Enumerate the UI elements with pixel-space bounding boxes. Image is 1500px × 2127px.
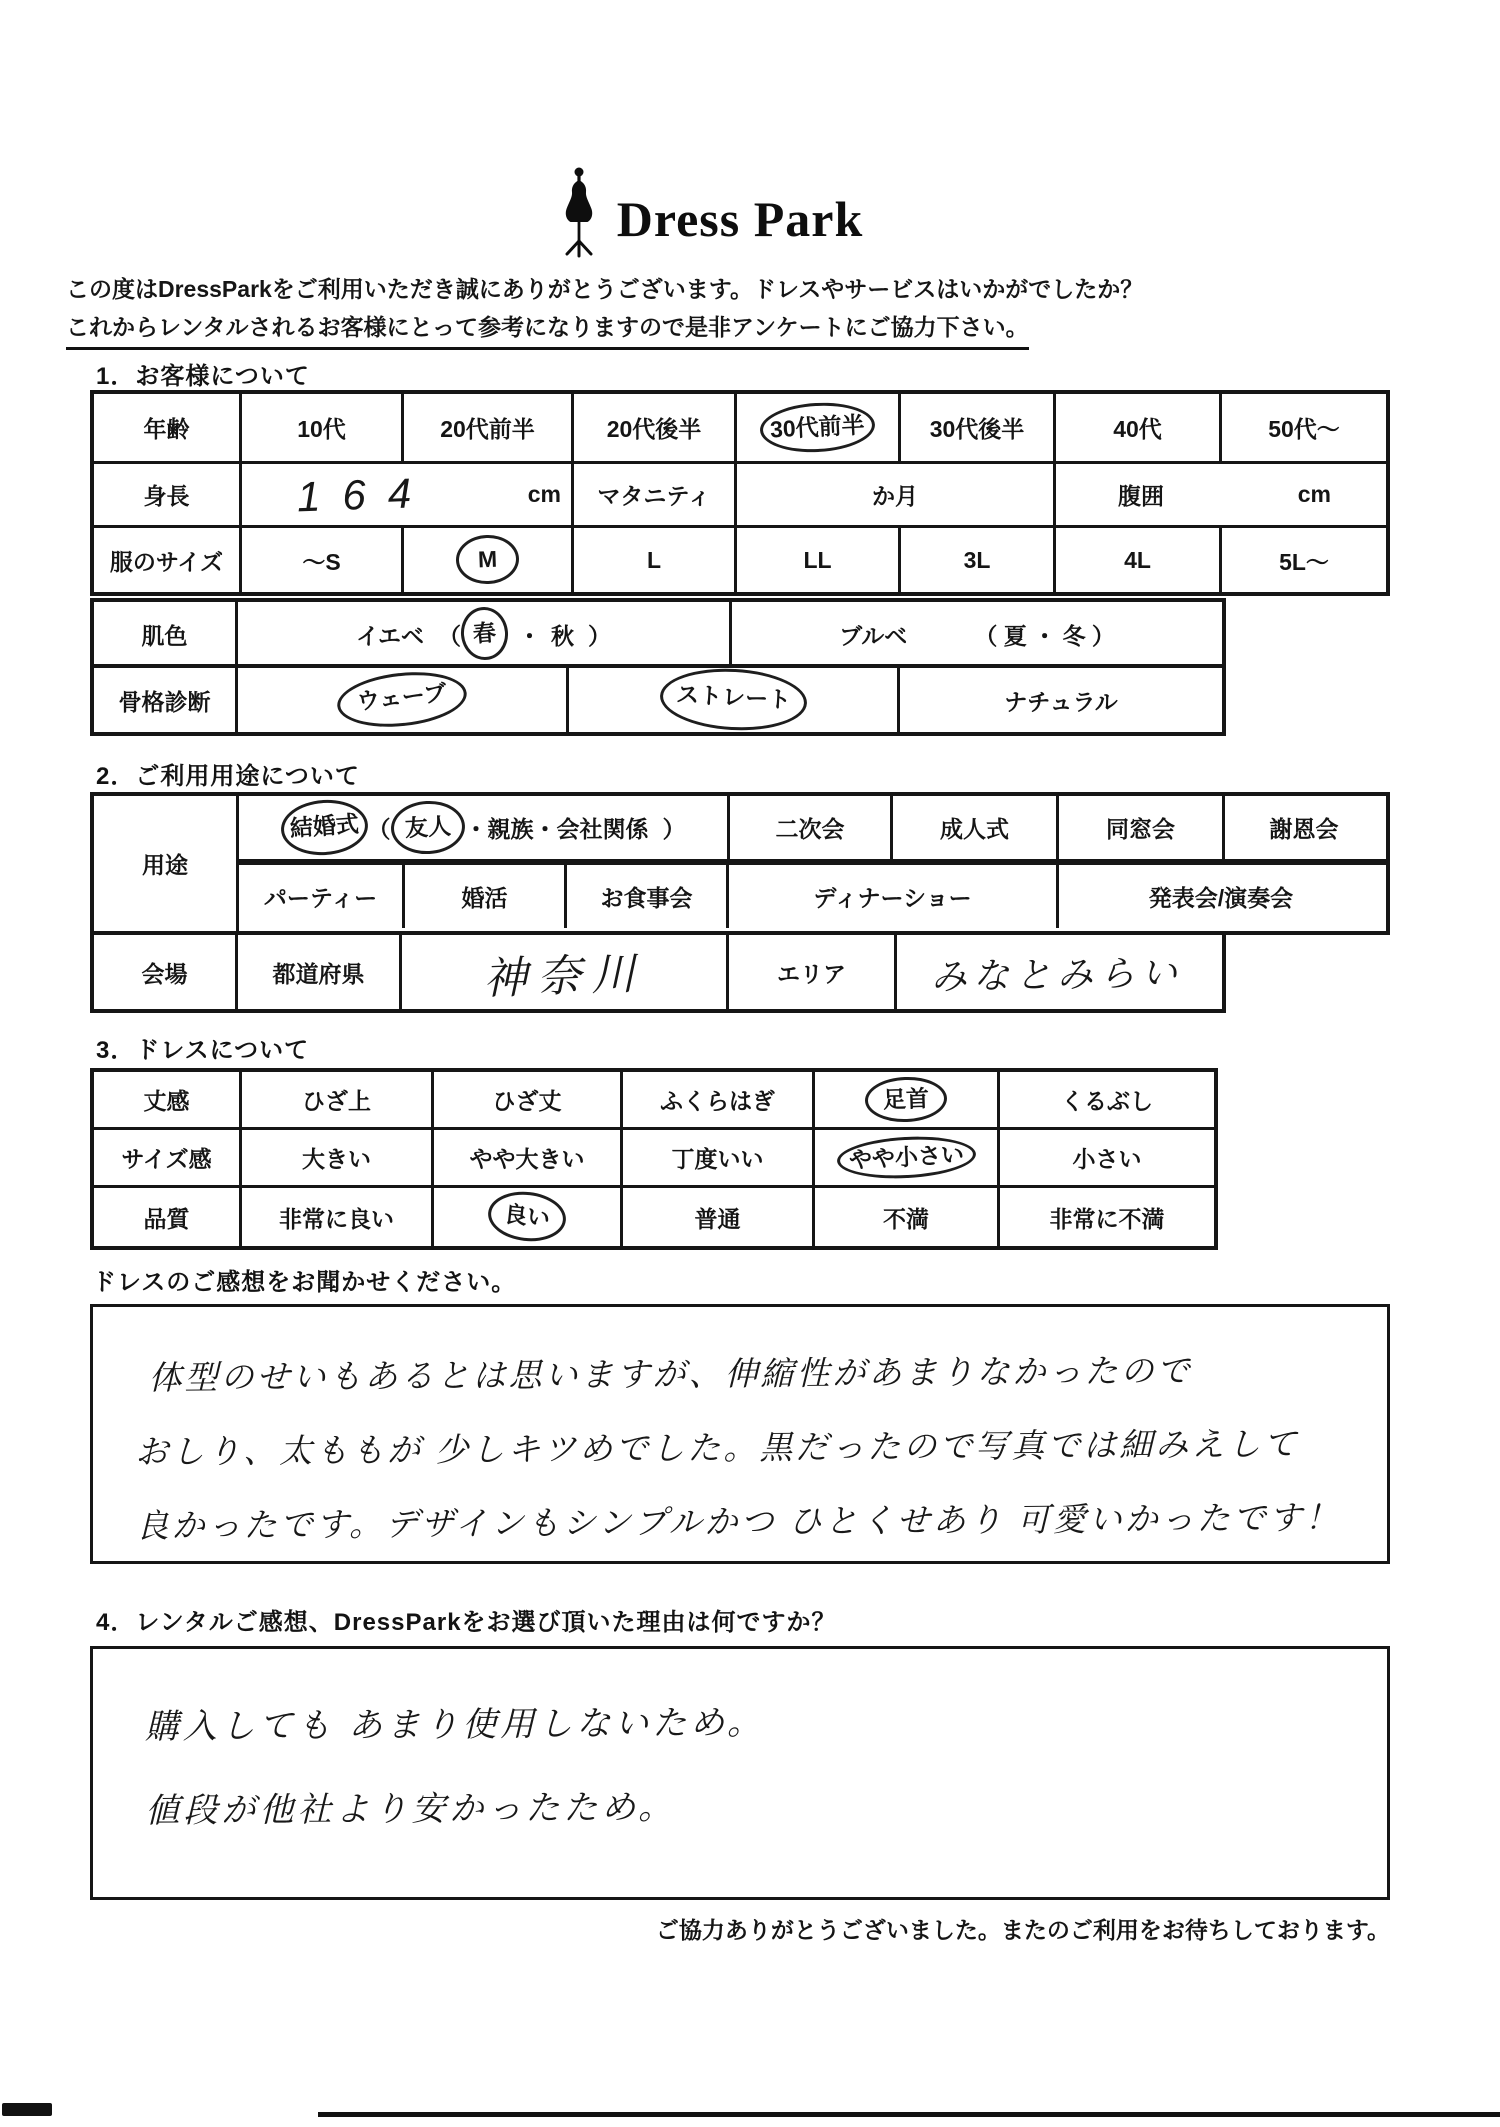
- size-row: [94, 528, 1386, 592]
- height-value-cell: [239, 464, 571, 525]
- size-option-cell: 5L～: [1219, 528, 1386, 592]
- fit-option-cell: 大きい: [239, 1130, 431, 1185]
- option-separator: ・: [518, 622, 542, 649]
- age-option-cell: 10代: [239, 394, 401, 461]
- frame-option-selected: ウェーブ: [355, 679, 448, 715]
- months-cell: か月: [734, 464, 1053, 525]
- feedback-line: 良かったです。デザインもシンプルかつ ひとくせあり 可愛いかったです！: [135, 1498, 1341, 1545]
- frame-option-selected: ストレート: [675, 681, 792, 714]
- height-handwritten-value: 164: [296, 468, 434, 520]
- size-option-cell: ～S: [239, 528, 401, 592]
- skin-row: [94, 602, 1222, 666]
- selection-circle: [658, 666, 808, 735]
- quality-label-cell: 品質: [143, 1205, 190, 1232]
- prefecture-handwritten-value: 神奈川: [482, 949, 646, 1004]
- usage-purpose-table: [90, 792, 1390, 935]
- frame-row: [94, 668, 1222, 732]
- prefecture-value-cell: [399, 935, 726, 1009]
- length-option-cell: [812, 1072, 997, 1127]
- selection-circle: [864, 1075, 948, 1123]
- frame-label-cell: 骨格診断: [118, 688, 211, 715]
- purpose-option-cell: パーティー: [263, 885, 378, 911]
- skin-option-selected: 春: [471, 619, 498, 648]
- paren-close: ）: [588, 622, 612, 649]
- selection-circle: [335, 667, 470, 734]
- size-option-cell: LL: [734, 528, 898, 592]
- selection-circle: [279, 797, 370, 858]
- dress-form-icon: [557, 166, 601, 260]
- venue-row: [94, 935, 1222, 1009]
- purpose-row-1: [239, 796, 1386, 862]
- length-option-cell: ひざ上: [239, 1072, 431, 1127]
- age-label-cell: 年齢: [143, 416, 190, 442]
- purpose-option-cell: 謝恩会: [1222, 796, 1383, 859]
- intro-block: [66, 270, 1466, 350]
- section3-title: 3．ドレスについて: [96, 1037, 310, 1064]
- fit-option-selected: やや小さい: [847, 1140, 965, 1173]
- closing-message: ご協力ありがとうございました。またのご利用をお待ちしております。: [655, 1917, 1390, 1943]
- paren-open: （: [438, 622, 462, 649]
- section1-title: 1．お客様について: [96, 363, 310, 390]
- feedback-handwritten-text: [92, 1302, 1388, 1563]
- skin-blue-cell: [729, 602, 1222, 666]
- length-option-cell: ふくらはぎ: [620, 1072, 812, 1127]
- purpose-option-cell: ディナーショー: [726, 865, 1056, 928]
- age-option-cell: 30代後半: [898, 394, 1053, 461]
- purpose-option-cell: 同窓会: [1056, 796, 1222, 859]
- paren-close: ）: [662, 816, 686, 842]
- prefecture-label-cell: 都道府県: [235, 935, 399, 1009]
- blue-base-label: ブルベ: [839, 622, 908, 649]
- height-row: [94, 464, 1386, 528]
- selection-circle: [836, 1133, 977, 1182]
- venue-table: [90, 931, 1226, 1013]
- feedback-box: [90, 1304, 1390, 1564]
- quality-option-cell: 非常に良い: [239, 1188, 431, 1246]
- age-option-selected: 30代前半: [769, 411, 866, 443]
- quality-option-cell: [431, 1188, 620, 1246]
- maternity-cell: マタニティ: [571, 464, 734, 525]
- skin-yellow-cell: [235, 602, 729, 666]
- size-option-cell: 3L: [898, 528, 1053, 592]
- brand-logo: [0, 166, 1460, 260]
- age-option-cell: [734, 394, 898, 461]
- intro-line-1: この度はDressParkをご利用いただき誠にありがとうございます。ドレスやサービスはいかがでしたか？: [66, 276, 1144, 302]
- age-row: [94, 394, 1386, 464]
- fit-row: [94, 1130, 1214, 1188]
- selection-circle: [759, 400, 876, 455]
- area-handwritten-value: みなとみらい: [931, 951, 1184, 997]
- feedback-prompt: ドレスのご感想をお聞かせください。: [92, 1269, 517, 1296]
- size-option-selected: M: [477, 546, 498, 573]
- fit-option-cell: やや大きい: [431, 1130, 620, 1185]
- fit-option-cell: 小さい: [997, 1130, 1214, 1185]
- paren-open: （: [367, 816, 391, 842]
- purpose-option-cell: 発表会/演奏会: [1056, 865, 1383, 928]
- frame-option-cell: ナチュラル: [897, 668, 1222, 732]
- selection-circle: [459, 605, 510, 662]
- relation-option-selected: 友人: [403, 812, 452, 842]
- selection-circle: [486, 1188, 569, 1245]
- selection-circle: [389, 799, 466, 856]
- frame-diagnosis-table: [90, 664, 1226, 736]
- area-value-cell: [894, 935, 1218, 1009]
- venue-label-cell: 会場: [141, 960, 188, 987]
- age-option-cell: 20代前半: [401, 394, 571, 461]
- waist-cell: [1053, 464, 1386, 525]
- age-option-cell: 40代: [1053, 394, 1219, 461]
- scan-artifact-blob: [2, 2103, 52, 2116]
- skin-label-cell: 肌色: [141, 622, 188, 649]
- length-option-cell: ひざ丈: [431, 1072, 620, 1127]
- age-option-cell: 50代～: [1219, 394, 1386, 461]
- relation-options: ・親族・会社関係: [464, 816, 649, 842]
- length-label-cell: 丈感: [143, 1088, 190, 1114]
- brand-name: Dress Park: [616, 191, 864, 247]
- wedding-cell: [239, 796, 727, 859]
- purpose-option-cell: お食事会: [564, 865, 726, 928]
- purpose-option-cell: 婚活: [402, 865, 564, 928]
- height-unit: cm: [527, 481, 561, 507]
- waist-unit: cm: [1297, 481, 1331, 507]
- purpose-label-cell: 用途: [94, 796, 239, 931]
- fit-option-cell: 丁度いい: [620, 1130, 812, 1185]
- quality-row: [94, 1188, 1214, 1246]
- reason-box: [90, 1646, 1390, 1900]
- quality-option-selected: 良い: [502, 1201, 552, 1232]
- skin-tone-table: [90, 598, 1226, 670]
- reason-handwritten-text: [92, 1644, 1387, 1853]
- length-option-selected: 足首: [882, 1085, 930, 1113]
- intro-line-2: これからレンタルされるお客様にとって参考になりますので是非アンケートにご協力下さい。: [66, 308, 1029, 350]
- frame-option-cell: [566, 668, 897, 732]
- blue-options: （ 夏 ・ 冬 ）: [974, 622, 1115, 649]
- quality-option-cell: 非常に不満: [997, 1188, 1214, 1246]
- age-option-cell: 20代後半: [571, 394, 734, 461]
- size-option-cell: L: [571, 528, 734, 592]
- length-option-cell: くるぶし: [997, 1072, 1214, 1127]
- fit-label-cell: サイズ感: [121, 1146, 212, 1172]
- feedback-line: おしり、太ももが 少しキツめでした。黒だったので写真では細みえして: [134, 1425, 1300, 1471]
- size-label-cell: 服のサイズ: [109, 548, 224, 575]
- section2-title: 2．ご利用用途について: [96, 763, 360, 790]
- scan-artifact-line: [318, 2112, 1500, 2117]
- frame-option-cell: [235, 668, 566, 732]
- length-row: [94, 1072, 1214, 1130]
- customer-info-table: [90, 390, 1390, 596]
- purpose-row-2: [239, 862, 1386, 928]
- area-label-cell: エリア: [726, 935, 894, 1009]
- reason-line: 購入しても あまり使用しないため。: [144, 1703, 766, 1747]
- selection-circle: [455, 534, 520, 585]
- size-option-cell: 4L: [1053, 528, 1219, 592]
- reason-line: 値段が他社より安かったため。: [145, 1788, 677, 1831]
- purpose-option-cell: 二次会: [727, 796, 890, 859]
- purpose-option-selected: 結婚式: [288, 810, 360, 842]
- section4-title: 4．レンタルご感想、DressParkをお選び頂いた理由は何ですか？: [96, 1609, 837, 1636]
- yellow-base-label: イエベ: [355, 622, 425, 649]
- feedback-line: 体型のせいもあるとは思いますが、伸縮性があまりなかったので: [148, 1351, 1193, 1397]
- skin-option-autumn: 秋: [551, 622, 575, 649]
- fit-option-cell: [812, 1130, 997, 1185]
- quality-option-cell: 普通: [620, 1188, 812, 1246]
- size-option-cell: [401, 528, 571, 592]
- dress-rating-table: [90, 1068, 1218, 1250]
- quality-option-cell: 不満: [812, 1188, 997, 1246]
- height-label-cell: 身長: [143, 483, 190, 509]
- purpose-option-cell: 成人式: [890, 796, 1056, 859]
- waist-label: 腹囲: [1118, 483, 1164, 509]
